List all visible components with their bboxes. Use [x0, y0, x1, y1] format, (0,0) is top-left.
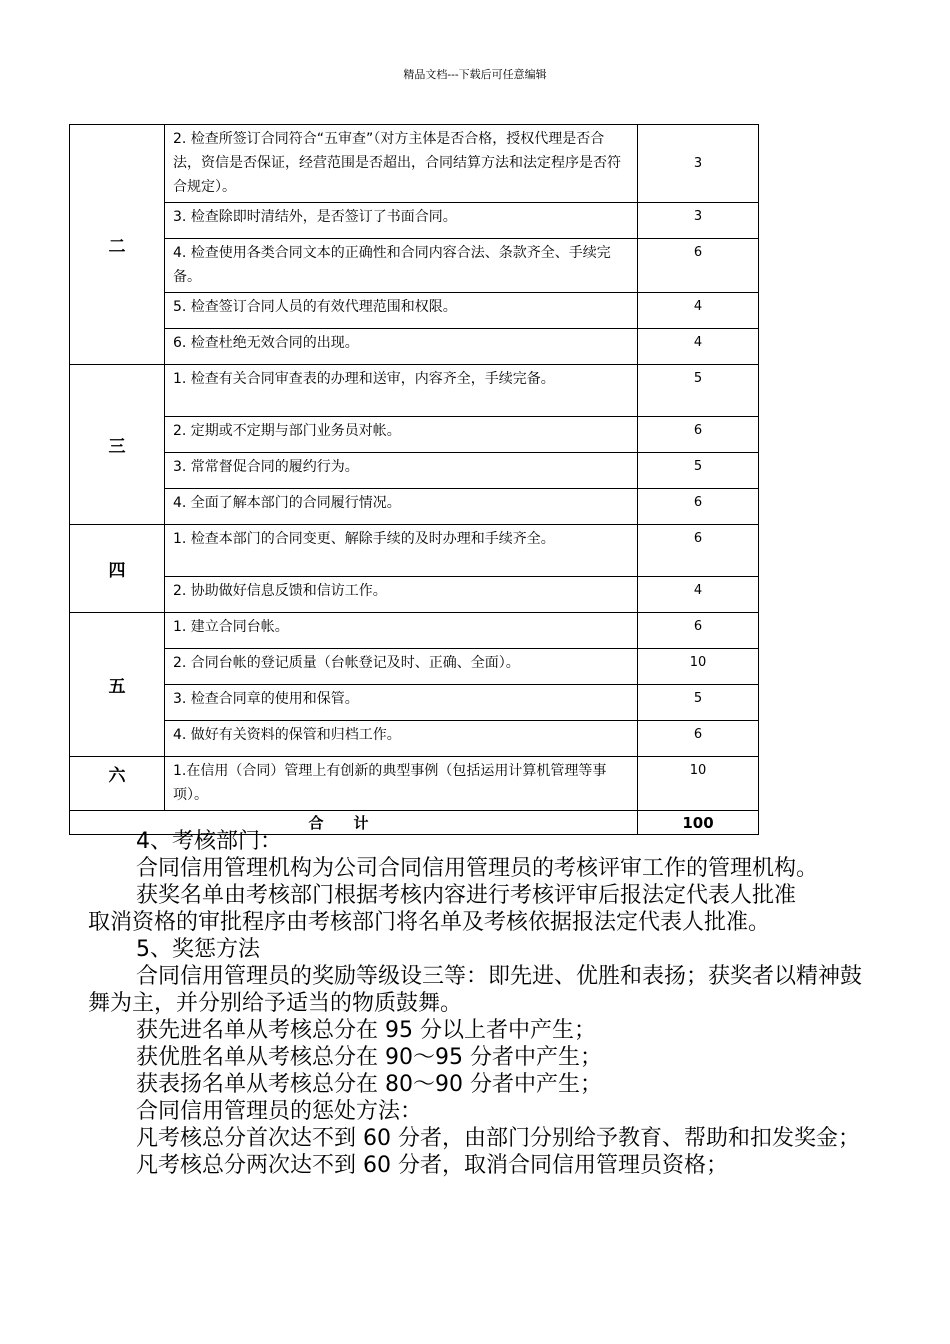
section-label: 五 [70, 613, 165, 757]
section-heading: 5、奖惩方法 [136, 937, 260, 962]
table-row [70, 649, 759, 685]
table-row [70, 757, 759, 811]
table-row [70, 685, 759, 721]
item-text: 4. 全面了解本部门的合同履行情况。 [165, 489, 638, 525]
table-row [70, 613, 759, 649]
score-table [69, 124, 759, 835]
total-label: 合计 [70, 811, 638, 835]
table-row [70, 203, 759, 239]
table-row [70, 293, 759, 329]
item-text: 5. 检查签订合同人员的有效代理范围和权限。 [165, 293, 638, 329]
item-points: 5 [638, 685, 759, 721]
paragraph: 凡考核总分两次达不到 60 分者，取消合同信用管理员资格； [136, 1153, 728, 1178]
page-header: 精品文档---下载后可任意编辑 [403, 68, 547, 81]
item-points: 5 [638, 453, 759, 489]
table-row [70, 577, 759, 613]
item-text: 1. 检查本部门的合同变更、解除手续的及时办理和手续齐全。 [165, 525, 638, 577]
item-points: 4 [638, 329, 759, 365]
item-points: 6 [638, 417, 759, 453]
item-points: 6 [638, 613, 759, 649]
paragraph: 获优胜名单从考核总分在 90～95 分者中产生； [136, 1045, 602, 1070]
item-points: 10 [638, 649, 759, 685]
item-text: 6. 检查杜绝无效合同的出现。 [165, 329, 638, 365]
item-text: 1.在信用（合同）管理上有创新的典型事例（包括运用计算机管理等事项）。 [165, 757, 638, 811]
table-row [70, 125, 759, 203]
table-row [70, 453, 759, 489]
table-row [70, 329, 759, 365]
item-points: 6 [638, 239, 759, 293]
paragraph: 取消资格的审批程序由考核部门将名单及考核依据报法定代表人批准。 [88, 910, 771, 935]
paragraph: 获先进名单从考核总分在 95 分以上者中产生； [136, 1018, 596, 1043]
item-text: 2. 合同台帐的登记质量（台帐登记及时、正确、全面）。 [165, 649, 638, 685]
section-heading: 4、考核部门： [136, 829, 282, 854]
section-label: 二 [70, 125, 165, 365]
item-text: 3. 检查合同章的使用和保管。 [165, 685, 638, 721]
item-points: 4 [638, 577, 759, 613]
item-points: 4 [638, 293, 759, 329]
paragraph: 获表扬名单从考核总分在 80～90 分者中产生； [136, 1072, 602, 1097]
table-row [70, 365, 759, 417]
table-row [70, 417, 759, 453]
table-row [70, 489, 759, 525]
item-text: 4. 检查使用各类合同文本的正确性和合同内容合法、条款齐全、手续完备。 [165, 239, 638, 293]
item-points: 10 [638, 757, 759, 811]
item-text: 2. 定期或不定期与部门业务员对帐。 [165, 417, 638, 453]
item-points: 3 [638, 125, 759, 203]
item-points: 3 [638, 203, 759, 239]
paragraph: 合同信用管理机构为公司合同信用管理员的考核评审工作的管理机构。 [136, 856, 819, 881]
item-text: 1. 建立合同台帐。 [165, 613, 638, 649]
item-points: 5 [638, 365, 759, 417]
paragraph: 合同信用管理员的惩处方法： [136, 1099, 423, 1124]
paragraph: 合同信用管理员的奖励等级设三等：即先进、优胜和表扬；获奖者以精神鼓舞为主，并分别给予适当的物质鼓舞。 [88, 964, 863, 1016]
item-text: 2. 检查所签订合同符合“五审查”（对方主体是否合格，授权代理是否合法，资信是否保证，经营范围是否超出，合同结算方法和法定程序是否符合规定）。 [165, 125, 638, 203]
section-label: 四 [70, 525, 165, 613]
item-text: 4. 做好有关资料的保管和归档工作。 [165, 721, 638, 757]
item-text: 2. 协助做好信息反馈和信访工作。 [165, 577, 638, 613]
body-text [88, 828, 878, 1179]
table-row [70, 721, 759, 757]
item-points: 6 [638, 525, 759, 577]
table-row [70, 525, 759, 577]
paragraph: 凡考核总分首次达不到 60 分者，由部门分别给予教育、帮助和扣发奖金； [136, 1126, 860, 1151]
item-points: 6 [638, 489, 759, 525]
item-text: 3. 常常督促合同的履约行为。 [165, 453, 638, 489]
section-label: 三 [70, 365, 165, 525]
paragraph: 获奖名单由考核部门根据考核内容进行考核评审后报法定代表人批准 [136, 883, 797, 908]
table-row [70, 239, 759, 293]
item-points: 6 [638, 721, 759, 757]
item-text: 3. 检查除即时清结外，是否签订了书面合同。 [165, 203, 638, 239]
total-value: 100 [638, 811, 759, 835]
item-text: 1. 检查有关合同审查表的办理和送审，内容齐全，手续完备。 [165, 365, 638, 417]
section-label: 六 [70, 757, 165, 811]
